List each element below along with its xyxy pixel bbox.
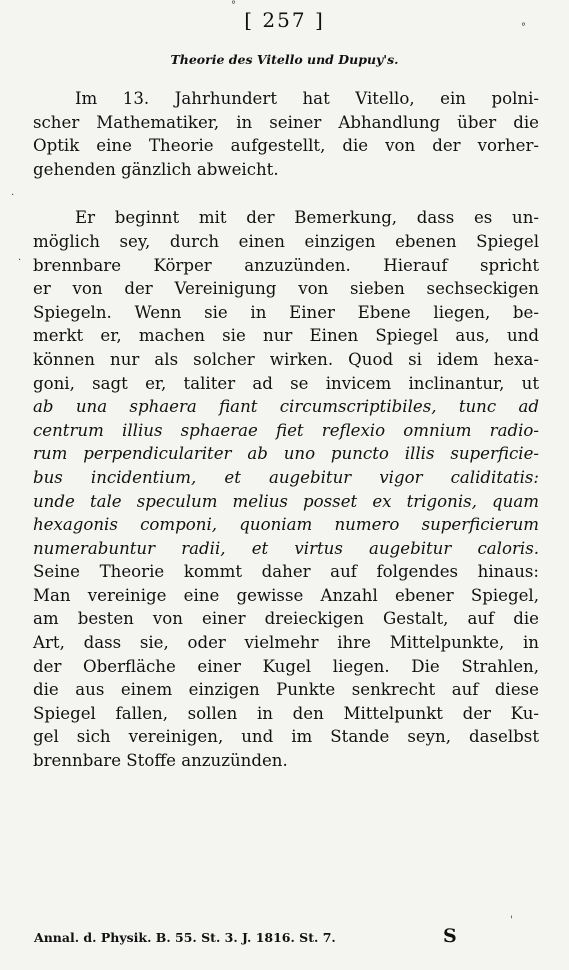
text-line: Spiegel fallen, sollen in den Mittelpunkt der Ku- [33,703,539,723]
paragraph-1 [33,87,539,181]
text-line: Spiegeln. Wenn sie in Einer Ebene liegen, be- [33,302,539,322]
text-line: brennbare Körper anzuzünden. Hierauf spricht [33,255,539,275]
text-line: er von der Vereinigung von sieben sechseckigen [33,279,539,299]
page-number: [ 257 ] [244,8,325,32]
text-line: Seine Theorie kommt daher auf folgendes hinaus: [33,562,539,582]
paragraph-2 [33,206,539,772]
text-line: brennbare Stoffe anzuzünden. [33,751,288,771]
text-line: am besten von einer dreieckigen Gestalt, auf die [33,609,539,629]
speck-mark: ° [521,22,526,33]
footer-citation: Annal. d. Physik. B. 55. St. 3. J. 1816. St. 7. [34,930,336,945]
body-text [33,87,539,773]
text-line: scher Mathematiker, in seiner Abhandlung über die [33,112,539,132]
text-line: Im 13. Jahrhundert hat Vitello, ein polni- [75,89,539,108]
text-line: Art, dass sie, oder vielmehr ihre Mittelpunkte, in [33,633,539,653]
text-line: rum perpendiculariter ab uno puncto illis superficie- [33,444,539,464]
text-line: Man vereinige eine gewisse Anzahl ebener Spiegel, [33,585,539,605]
text-line: gehenden gänzlich abweicht. [33,159,279,179]
running-head: Theorie des Vitello und Dupuy's. [170,52,399,67]
text-line: merkt er, machen sie nur Einen Spiegel aus, und [33,326,539,346]
signature-mark: S [443,925,457,947]
text-line: goni, sagt er, taliter ad se invicem inclinantur, ut [33,373,539,393]
text-line: möglich sey, durch einen einzigen ebenen Spiegel [33,231,539,251]
text-line: die aus einem einzigen Punkte senkrecht auf diese [33,680,539,700]
text-line: bus incidentium, et augebitur vigor caliditatis: [33,467,539,487]
text-line: Er beginnt mit der Bemerkung, dass es un- [75,208,539,228]
speck-mark: ° [231,0,236,11]
speck-mark: · [18,255,22,266]
text-line: centrum illius sphaerae fiet reflexio omnium radio- [33,420,539,440]
text-line: ab una sphaera fiant circumscriptibiles, tunc ad [33,397,539,417]
text-line: können nur als solcher wirken. Quod si idem hexa- [33,349,539,369]
text-line: der Oberfläche einer Kugel liegen. Die Strahlen, [33,656,539,676]
speck-mark: · [11,190,15,201]
text-line: unde tale speculum melius posset ex trigonis, quam [33,491,539,511]
speck-mark: ' [510,915,513,926]
text-line: gel sich vereinigen, und im Stande seyn, daselbst [33,727,539,747]
text-line: hexagonis componi, quoniam numero superficierum [33,515,539,535]
text-line: numerabuntur radii, et virtus augebitur caloris. [33,538,539,558]
text-line: Optik eine Theorie aufgestellt, die von der vorher- [33,136,539,156]
